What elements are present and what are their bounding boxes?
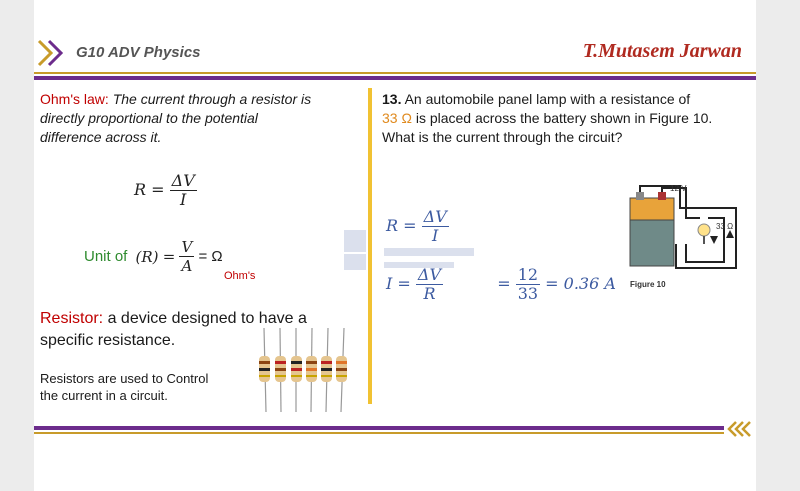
- solution-r: R: [386, 216, 399, 235]
- solution-denominator-1: I: [432, 226, 439, 245]
- resistor-text-1: a device designed to have a: [107, 310, 307, 327]
- ohms-law-text-1: The current through a resistor is: [112, 91, 312, 107]
- figure-10: [624, 184, 744, 294]
- ohms-law-text-3: difference across it.: [40, 129, 162, 145]
- question-13: [382, 90, 742, 147]
- unit-label: Unit of: [84, 248, 128, 265]
- solution-denominator-2: R: [423, 284, 436, 303]
- circuit-diagram: [624, 184, 744, 280]
- ohms-note: Ohm's: [224, 270, 256, 282]
- unit-formula: Unit of (R) = $\frac{V}{A}$ = Ω: [84, 238, 223, 275]
- resistors-illustration: [246, 328, 356, 412]
- course-title: G10 ADV Physics: [76, 44, 201, 61]
- solution-numerator-1: ΔV: [423, 207, 447, 226]
- control-text-1: Resistors are used to Control: [40, 371, 209, 386]
- resistor-usage: [40, 370, 208, 404]
- header-divider-gold: [34, 72, 756, 74]
- unit-result: = Ω: [198, 248, 223, 265]
- solution-numerator-2: ΔV: [417, 265, 442, 284]
- chevron-right-icon: [36, 38, 72, 68]
- control-text-2: the current in a circuit.: [40, 388, 168, 403]
- ohms-law-text-2: directly proportional to the potential: [40, 110, 258, 126]
- solution-formula-1: R = $\frac{\Delta V}{I}$: [386, 207, 447, 245]
- slide: [34, 0, 756, 491]
- chevron-left-icon: [726, 420, 752, 438]
- formula-r: R: [134, 180, 147, 199]
- unit-r: (R): [135, 247, 159, 266]
- ohms-law-label: Ohm's law:: [40, 91, 109, 107]
- solution-i: I: [386, 274, 393, 293]
- solution-result: = 0.36 A: [545, 274, 616, 293]
- resistor-text-2: specific resistance.: [40, 332, 176, 349]
- ohms-law-definition: [40, 90, 360, 147]
- formula-denominator: I: [180, 190, 187, 209]
- solution-denominator-3: 33: [517, 284, 539, 303]
- question-text-3: What is the current through the circuit?: [382, 129, 623, 145]
- solution-numerator-3: 12: [517, 265, 539, 284]
- question-text-2: is placed across the battery shown in Figure 10.: [415, 110, 713, 126]
- ohms-law-formula: [134, 172, 197, 209]
- footer-divider-gold: [34, 432, 724, 434]
- formula-eq: =: [151, 180, 165, 199]
- question-resistance: 33 Ω: [382, 110, 412, 126]
- teacher-name: T.Mutasem Jarwan: [582, 40, 742, 62]
- formula-numerator: ΔV: [171, 171, 195, 190]
- footer-divider-purple: [34, 426, 724, 430]
- figure-resistance: 33 Ω: [716, 222, 734, 231]
- unit-numerator: V: [181, 238, 193, 256]
- figure-voltage: 12 V: [670, 184, 687, 193]
- question-text-1: An automobile panel lamp with a resistance of: [404, 91, 691, 107]
- solution-formula-2: I = $\frac{\Delta V}{R}$ = $\frac{12}{33}$ = 0.36 A: [386, 265, 616, 303]
- question-number: 13.: [382, 91, 402, 107]
- unit-denominator: A: [181, 257, 193, 275]
- figure-caption: Figure 10: [630, 280, 666, 289]
- header-divider-purple: [34, 76, 756, 80]
- resistor-label: Resistor:: [40, 310, 104, 327]
